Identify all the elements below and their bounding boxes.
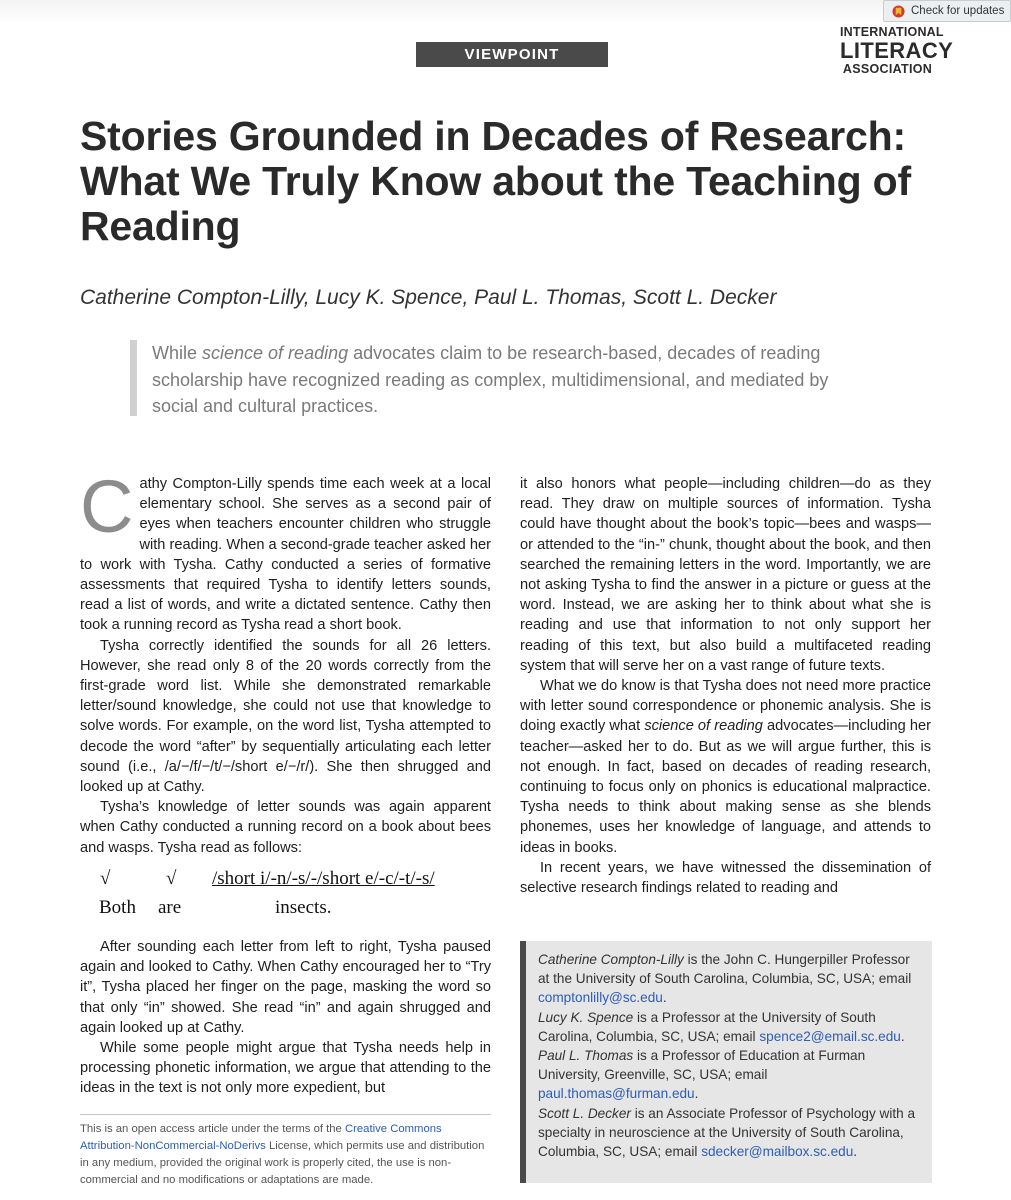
license-note: [80, 1121, 491, 1189]
paragraph-8: In recent years, we have witnessed the dissemination of selective research findings related to reading and: [520, 859, 931, 897]
bio-end: .: [694, 1086, 699, 1102]
bio-name: Scott L. Decker: [538, 1105, 631, 1121]
paragraph-7-post: advocates—including her teacher—asked her to do. But as we will argue further, this is not enough. In fact, based on decades of reading research, continuing to focus only on phonics is educational malpractice. Tysha needs to think about making sense as she blends phonemes, uses her knowledge of language, and attends to ideas in books.: [520, 718, 931, 856]
author-list: Catherine Compton-Lilly, Lucy K. Spence, Paul L. Thomas, Scott L. Decker: [80, 286, 777, 309]
body-column-right: [520, 474, 931, 898]
license-pre: This is an open access article under the terms of the: [80, 1123, 345, 1135]
article-title: Stories Grounded in Decades of Research: What We Truly Know about the Teaching of Reading: [80, 113, 911, 249]
check-for-updates-button[interactable]: [883, 0, 1011, 22]
check-mark-2: √: [166, 868, 177, 889]
viewer-top-bar: [0, 0, 1011, 24]
logo-line-3: ASSOCIATION: [842, 61, 933, 76]
drop-cap: C: [80, 465, 134, 548]
paragraph-6: it also honors what people—including children—do as they read. They draw on multiple sources of information. Tysha could have thought about the book’s topic—bees and wasps—or attended to the “in-” chunk, thought about the book, and then searched the remaining letters in the word. Importantly, we are not asking Tysha to find the answer in a picture or guess at the word. Instead, we are asking her to think about what she is reading and use that information to not only support her reading of this text, but also build a multifaceted reading system that will serve her on a vast range of future texts.: [520, 476, 931, 674]
abstract-post: advocates claim to be research-based, decades of reading scholarship have recognized reading as complex, multidimensional, and mediated by social and cultural practices.: [152, 343, 829, 416]
abstract-pre: While: [152, 343, 203, 363]
word-are: are: [158, 897, 182, 918]
license-post: License, which permits use and distribution in any medium, provided the original work is properly cited, the use is non-commercial and no modifications or adaptations are made.: [80, 1140, 485, 1186]
paragraph-7-emphasis: science of reading: [644, 718, 763, 735]
ila-logo: [840, 25, 954, 76]
paragraph-1-text: athy Compton-Lilly spends time each week at a local elementary school. She serves as a second pair of eyes when teachers encounter children who struggle with reading. When a second-grade teacher asked her to work with Tysha. Cathy conducted a series of formative assessments that required Tysha to identify letters sounds, read a list of words, and write a dictated sentence. Cathy then took a running record as Tysha read a short book.: [80, 476, 491, 634]
check-mark-1: √: [100, 868, 111, 889]
check-for-updates-label: Check for updates: [911, 5, 1005, 17]
email-link[interactable]: paul.thomas@furman.edu: [538, 1086, 695, 1102]
author-bio-box: [520, 941, 932, 1183]
email-link[interactable]: spence2@email.sc.edu: [759, 1028, 901, 1044]
paragraph-7-pre: What we do know is that Tysha does not need more practice with letter sound correspondence or phonemic analysis. She is doing exactly what: [520, 678, 931, 735]
section-label: VIEWPOINT: [416, 42, 608, 67]
bio-end: .: [900, 1028, 905, 1044]
paragraph-3: Tysha’s knowledge of letter sounds was again apparent when Cathy conducted a running record on a book about bees and wasps. Tysha read as follows:: [80, 799, 491, 856]
decoding-attempt: /short i/-n/-s/-/short e/-c/-t/-s/: [212, 868, 435, 889]
paragraph-5: While some people might argue that Tysha needs help in processing phonetic information, we argue that attending to the ideas in the text is not only more expedient, but: [80, 1040, 491, 1097]
license-divider: [80, 1114, 491, 1115]
bio-name: Lucy K. Spence: [538, 1009, 634, 1025]
bio-end: .: [662, 990, 667, 1006]
paragraph-7: [520, 676, 931, 858]
crossmark-icon: [892, 5, 905, 18]
email-link[interactable]: sdecker@mailbox.sc.edu: [701, 1144, 854, 1160]
word-both: Both: [99, 897, 136, 918]
bio-text: is the John C. Hungerpiller Professor at the University of South Carolina, Columbia, SC, USA; email: [538, 952, 912, 987]
bio-name: Paul L. Thomas: [538, 1048, 634, 1064]
running-record: [97, 868, 497, 928]
logo-line-2: LITERACY: [840, 37, 954, 63]
paragraph-1: [80, 465, 491, 636]
bio-decker: [538, 1104, 922, 1162]
bio-spence: [538, 1008, 922, 1046]
paragraph-2: Tysha correctly identified the sounds for all 26 letters. However, she read only 8 of the 20 words correctly from the first-grade word list. While she demonstrated remarkable letter/sound knowledge, she could not use that knowledge to solve words. For example, on the word list, Tysha attempted to decode the word “after” by sequentially articulating each letter sound (i.e., /a/−/f/−/t/−/short e/−/r/). She then shrugged and looked up at Cathy.: [80, 637, 491, 796]
body-column-left-continued: [80, 937, 491, 1099]
email-link[interactable]: comptonlilly@sc.edu: [538, 990, 663, 1006]
abstract: [152, 340, 852, 420]
abstract-emphasis: science of reading: [202, 343, 349, 363]
abstract-bar: [130, 340, 137, 416]
bio-text: is a Professor of Education at Furman University, Greenville, SC, USA; email: [538, 1048, 866, 1083]
bio-compton-lilly: [538, 950, 922, 1008]
bio-end: .: [853, 1144, 858, 1160]
creative-commons-link[interactable]: Creative Commons Attribution-NonCommercial-NoDerivs: [80, 1123, 442, 1152]
word-insects: insects.: [275, 897, 332, 918]
bio-text: is an Associate Professor of Psychology with a specialty in neuroscience at the University of South Carolina, Columbia, SC, USA; email: [538, 1105, 916, 1160]
paragraph-4: After sounding each letter from left to right, Tysha paused again and looked to Cathy. When Cathy encouraged her to “Try it”, Tysha placed her finger on the page, masking the word so that only “in” showed. She read “in” and again shrugged and again looked up at Cathy.: [80, 939, 491, 1036]
body-column-left: [80, 465, 491, 858]
bio-thomas: [538, 1046, 922, 1104]
logo-line-1: INTERNATIONAL: [840, 25, 944, 39]
bio-name: Catherine Compton-Lilly: [538, 952, 684, 967]
bio-text: is a Professor at the University of South Carolina, Columbia, SC, USA; email: [538, 1009, 876, 1044]
